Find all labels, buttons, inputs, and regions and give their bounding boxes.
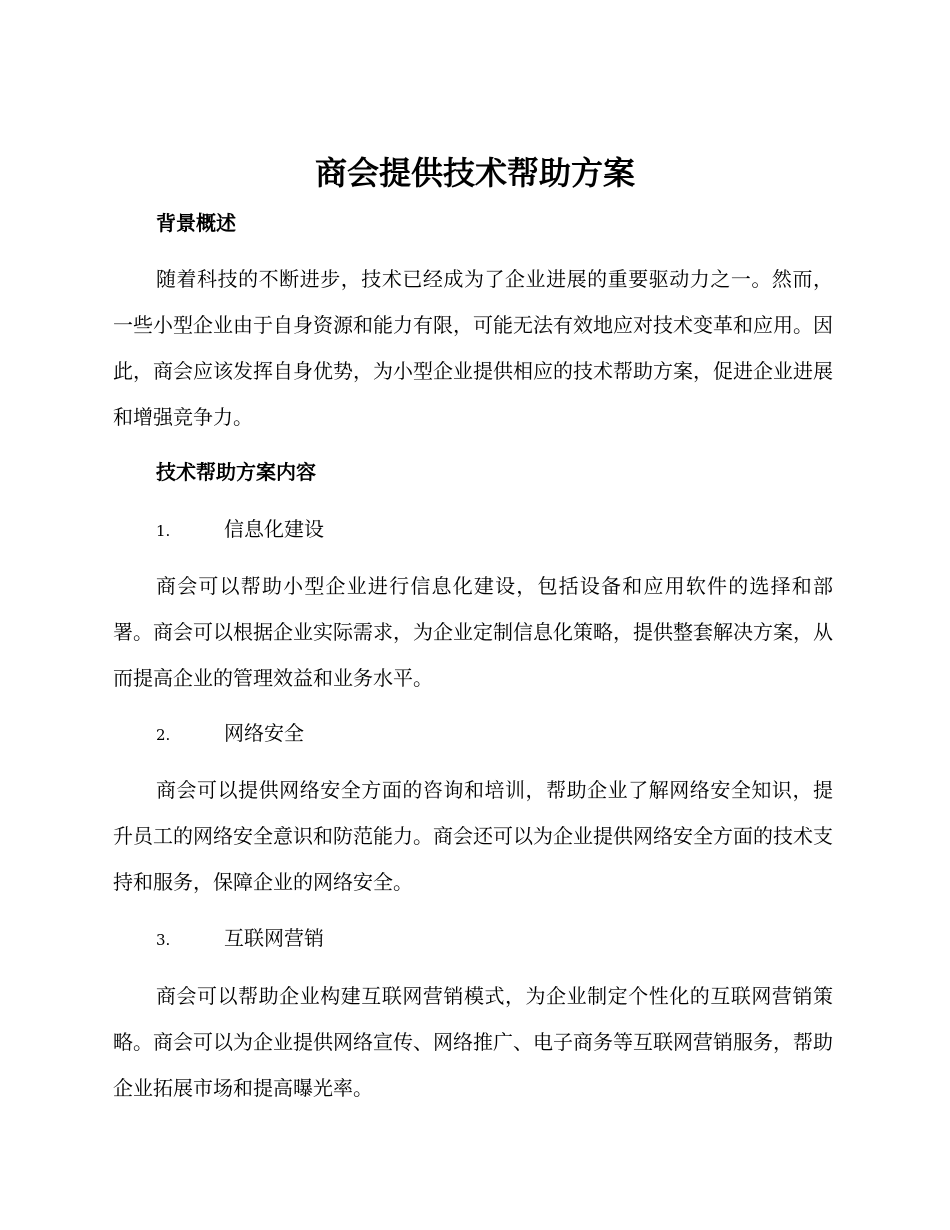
list-number: 2. <box>156 726 171 744</box>
paragraph-item: 商会可以帮助小型企业进行信息化建设，包括设备和应用软件的选择和部署。商会可以根据企业实际需求，为企业定制信息化策略，提供整套解决方案，从而提高企业的管理效益和业务水平。 <box>113 574 833 690</box>
section-heading-background: 背景概述 <box>156 211 236 235</box>
list-item-title: 信息化建设 <box>224 517 324 541</box>
list-number: 1. <box>156 522 171 540</box>
list-item-heading <box>156 923 324 955</box>
list-item-heading <box>156 718 304 750</box>
paragraph-item: 商会可以帮助企业构建互联网营销模式，为企业制定个性化的互联网营销策略。商会可以为企业提供网络宣传、网络推广、电子商务等互联网营销服务，帮助企业拓展市场和提高曝光率。 <box>113 984 833 1100</box>
paragraph-item: 商会可以提供网络安全方面的咨询和培训，帮助企业了解网络安全知识，提升员工的网络安全意识和防范能力。商会还可以为企业提供网络安全方面的技术支持和服务，保障企业的网络安全。 <box>113 778 833 894</box>
section-heading-content: 技术帮助方案内容 <box>156 460 316 484</box>
paragraph-background: 随着科技的不断进步，技术已经成为了企业进展的重要驱动力之一。然而，一些小型企业由于自身资源和能力有限，可能无法有效地应对技术变革和应用。因此，商会应该发挥自身优势，为小型企业提供相应的技术帮助方案，促进企业进展和增强竞争力。 <box>113 267 833 429</box>
list-item-heading <box>156 514 324 546</box>
list-item-title: 互联网营销 <box>224 926 324 950</box>
document-title: 商会提供技术帮助方案 <box>314 154 635 192</box>
list-number: 3. <box>156 931 171 949</box>
list-item-title: 网络安全 <box>224 721 304 745</box>
